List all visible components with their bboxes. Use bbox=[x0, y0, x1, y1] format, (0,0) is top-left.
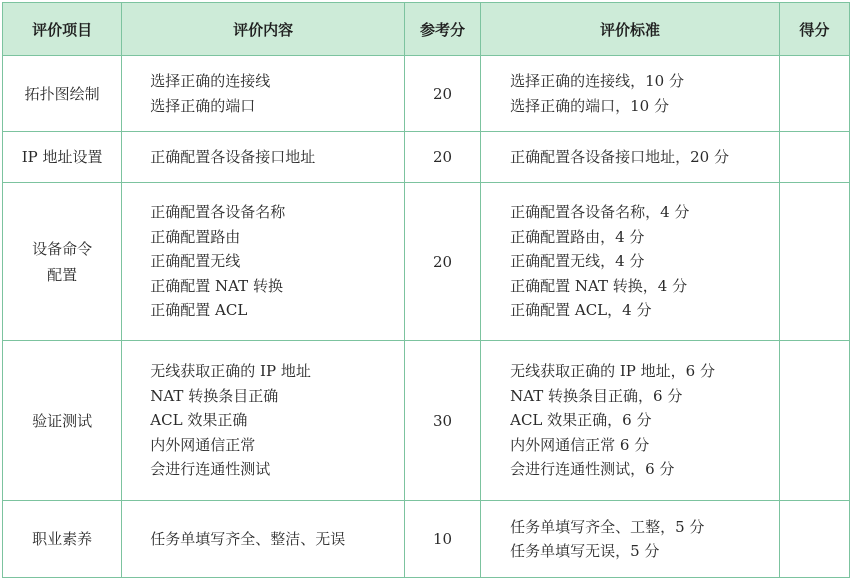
standard-line: 选择正确的连接线，10 分 bbox=[510, 72, 684, 90]
standard-line: 正确配置 ACL，4 分 bbox=[510, 301, 652, 320]
evaluation-table bbox=[2, 2, 850, 578]
content-line: 正确配置 ACL bbox=[150, 301, 248, 320]
table-row bbox=[3, 183, 850, 341]
content-line: 正确配置 NAT 转换 bbox=[150, 276, 283, 295]
content-line: ACL 效果正确 bbox=[150, 411, 248, 430]
header-item: 评价项目 bbox=[3, 3, 122, 56]
standard-line: 无线获取正确的 IP 地址，6 分 bbox=[510, 362, 715, 381]
content-line: 选择正确的连接线 bbox=[150, 72, 271, 90]
standard-line: 任务单填写无误，5 分 bbox=[510, 542, 660, 560]
ref-score-cell: 20 bbox=[404, 183, 480, 341]
item-cell bbox=[3, 132, 122, 183]
item-text: 拓扑图绘制 bbox=[24, 84, 100, 103]
content-cell bbox=[122, 183, 405, 341]
standard-line: ACL 效果正确，6 分 bbox=[510, 411, 652, 430]
ref-score-cell: 20 bbox=[404, 132, 480, 183]
standard-line: 内外网通信正常 6 分 bbox=[510, 435, 650, 454]
header-ref-score: 参考分 bbox=[404, 3, 480, 56]
standard-cell bbox=[481, 56, 780, 132]
header-score: 得分 bbox=[779, 3, 849, 56]
ref-score-cell: 10 bbox=[404, 501, 480, 578]
standard-cell bbox=[481, 501, 780, 578]
content-line: 会进行连通性测试 bbox=[150, 460, 271, 479]
standard-line: NAT 转换条目正确，6 分 bbox=[510, 386, 683, 405]
ref-score-cell: 20 bbox=[404, 56, 480, 132]
content-line: 正确配置各设备名称 bbox=[150, 203, 286, 222]
item-cell bbox=[3, 183, 122, 341]
item-cell bbox=[3, 341, 122, 501]
item-text: 验证测试 bbox=[32, 411, 93, 430]
score-cell[interactable] bbox=[779, 56, 849, 132]
score-cell[interactable] bbox=[779, 501, 849, 578]
table-row bbox=[3, 341, 850, 501]
table-row bbox=[3, 132, 850, 183]
ref-score-cell: 30 bbox=[404, 341, 480, 501]
table-row bbox=[3, 501, 850, 578]
content-cell bbox=[122, 341, 405, 501]
standard-line: 正确配置无线，4 分 bbox=[510, 252, 645, 271]
item-cell bbox=[3, 501, 122, 578]
score-cell[interactable] bbox=[779, 132, 849, 183]
content-line: 无线获取正确的 IP 地址 bbox=[150, 362, 311, 381]
standard-line: 正确配置各设备名称，4 分 bbox=[510, 203, 690, 222]
standard-line: 正确配置各设备接口地址，20 分 bbox=[510, 147, 729, 166]
content-cell bbox=[122, 56, 405, 132]
standard-cell bbox=[481, 132, 780, 183]
content-line: 正确配置路由 bbox=[150, 227, 241, 246]
content-line: 任务单填写齐全、整洁、无误 bbox=[150, 529, 346, 548]
score-cell[interactable] bbox=[779, 183, 849, 341]
content-cell bbox=[122, 501, 405, 578]
header-standard: 评价标准 bbox=[481, 3, 780, 56]
item-text: 配置 bbox=[47, 265, 78, 284]
standard-cell bbox=[481, 183, 780, 341]
content-cell bbox=[122, 132, 405, 183]
content-line: NAT 转换条目正确 bbox=[150, 386, 279, 405]
score-cell[interactable] bbox=[779, 341, 849, 501]
content-line: 正确配置各设备接口地址 bbox=[150, 147, 316, 166]
standard-line: 会进行连通性测试，6 分 bbox=[510, 460, 675, 479]
standard-line: 正确配置路由，4 分 bbox=[510, 227, 645, 246]
item-text: 设备命令 bbox=[32, 239, 93, 258]
content-line: 内外网通信正常 bbox=[150, 435, 256, 454]
item-text: IP 地址设置 bbox=[21, 148, 103, 166]
item-text: 职业素养 bbox=[32, 530, 93, 548]
content-line: 选择正确的端口 bbox=[150, 96, 256, 115]
content-line: 正确配置无线 bbox=[150, 252, 241, 271]
standard-line: 任务单填写齐全、工整，5 分 bbox=[510, 517, 705, 536]
item-cell bbox=[3, 56, 122, 132]
evaluation-table-container bbox=[2, 2, 850, 578]
standard-cell bbox=[481, 341, 780, 501]
table-row bbox=[3, 56, 850, 132]
header-row bbox=[3, 3, 850, 56]
standard-line: 正确配置 NAT 转换，4 分 bbox=[510, 276, 688, 295]
header-content: 评价内容 bbox=[122, 3, 405, 56]
standard-line: 选择正确的端口，10 分 bbox=[510, 96, 669, 115]
